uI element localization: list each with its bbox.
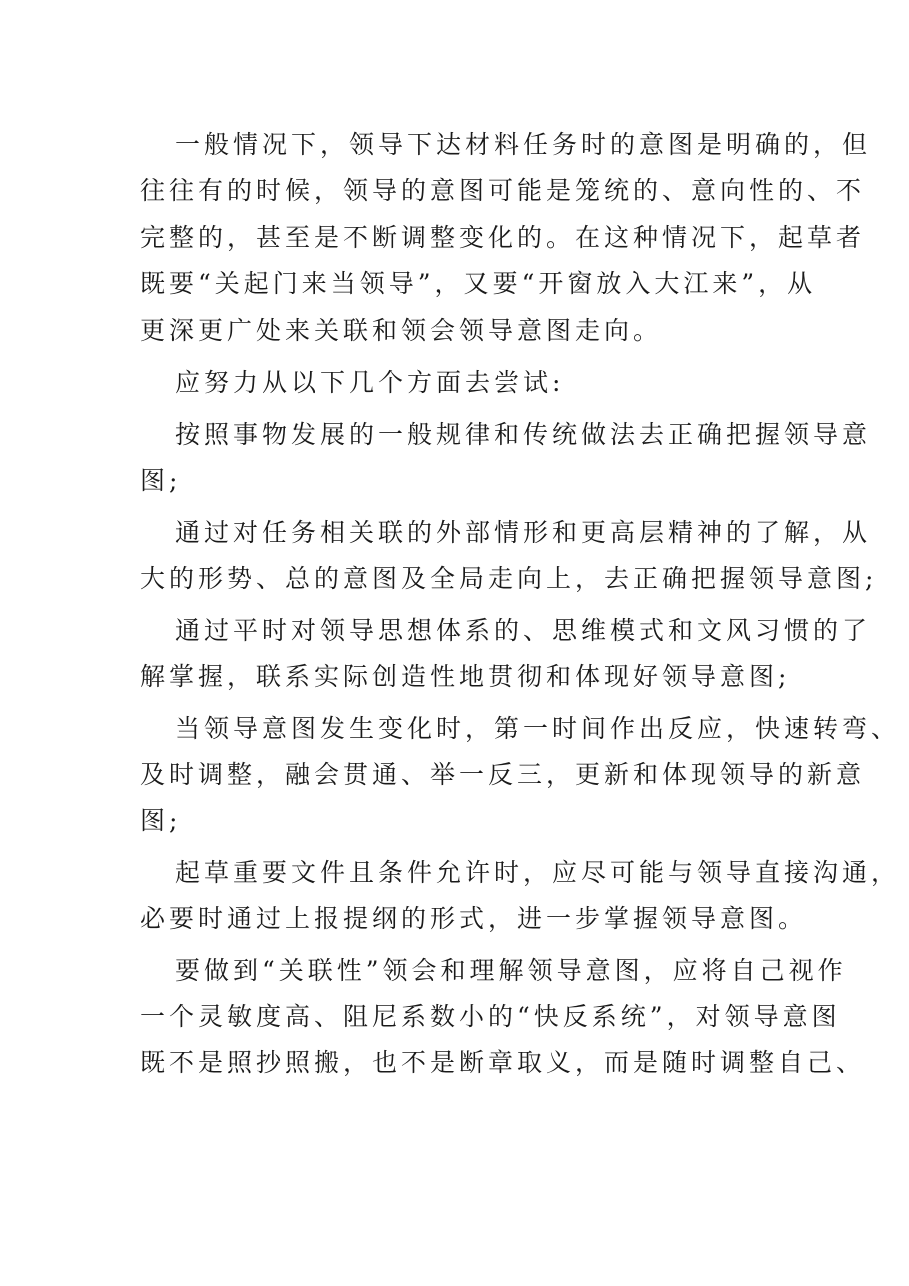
text-line: 通过平时对领导思想体系的、思维模式和文风习惯的了 (175, 616, 872, 645)
text-line: 解掌握，联系实际创造性地贯彻和体现好领导意图; (140, 662, 791, 691)
text-line: 必要时通过上报提纲的形式，进一步掌握领导意图。 (140, 904, 808, 933)
text-line: 起草重要文件且条件允许时，应尽可能与领导直接沟通， (175, 858, 901, 887)
text-line: 既不是照抄照搬，也不是断章取义，而是随时调整自己、 (140, 1048, 866, 1077)
text-line: 当领导意图发生变化时，第一时间作出反应，快速转弯、 (175, 714, 901, 743)
text-line: 要做到“关联性”领会和理解领导意图，应将自己视作 (175, 956, 847, 985)
text-line: 一般情况下，领导下达材料任务时的意图是明确的，但 (175, 130, 872, 159)
text-line: 往往有的时候，领导的意图可能是笼统的、意向性的、不 (140, 176, 866, 205)
text-line: 通过对任务相关联的外部情形和更高层精神的了解，从 (175, 518, 872, 547)
text-line: 大的形势、总的意图及全局走向上，去正确把握领导意图; (140, 564, 878, 593)
text-line: 及时调整，融会贯通、举一反三，更新和体现领导的新意 (140, 760, 866, 789)
text-line: 更深更广处来关联和领会领导意图走向。 (140, 316, 663, 345)
text-line: 图; (140, 466, 182, 495)
text-line: 按照事物发展的一般规律和传统做法去正确把握领导意 (175, 420, 872, 449)
text-line: 应努力从以下几个方面去尝试: (175, 368, 565, 397)
text-line: 一个灵敏度高、阻尼系数小的“快反系统”，对领导意图 (140, 1002, 841, 1031)
text-line: 完整的，甚至是不断调整变化的。在这种情况下，起草者 (140, 223, 866, 252)
text-line: 既要“关起门来当领导”，又要“开窗放入大江来”，从 (140, 269, 817, 298)
text-line: 图; (140, 806, 182, 835)
